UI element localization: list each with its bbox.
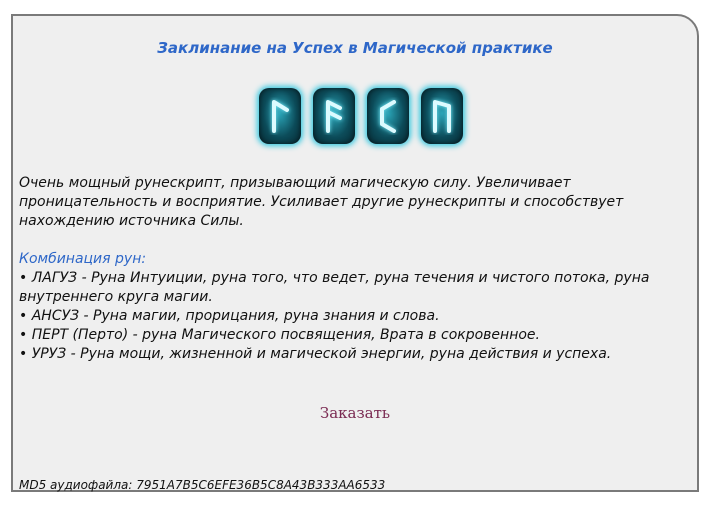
content-panel [11,14,699,492]
order-link[interactable]: Заказать [319,404,391,422]
spell-description: Очень мощный рунескрипт, призывающий магическую силу. Увеличивает проницательность и восприятие. Усиливает другие рунескрипты и способствует нахождению источника Силы. [19,175,624,229]
combination-item: • УРУЗ - Руна мощи, жизненной и магической энергии, руна действия и успеха. [19,346,612,362]
combination-item: • АНСУЗ - Руна магии, прорицания, руна знания и слова. [19,308,440,324]
rune-image [259,88,463,144]
page-title: Заклинание на Успех в Магической практике [157,39,553,57]
combination-item: • ЛАГУЗ - Руна Интуиции, руна того, что ведет, руна течения и чистого потока, руна внутреннего круга магии. [19,270,650,305]
md5-label: MD5 аудиофайла: 7951A7B5C6EFE36B5C8A43B333AA6533 [19,478,386,492]
laguz-rune-icon [259,88,301,144]
combination-title: Комбинация рун: [19,251,147,267]
rune-combination [19,250,689,364]
uruz-rune-icon [421,88,463,144]
combination-item: • ПЕРТ (Перто) - руна Магического посвящения, Врата в сокровенное. [19,327,540,343]
perth-rune-icon [367,88,409,144]
ansuz-rune-icon [313,88,355,144]
